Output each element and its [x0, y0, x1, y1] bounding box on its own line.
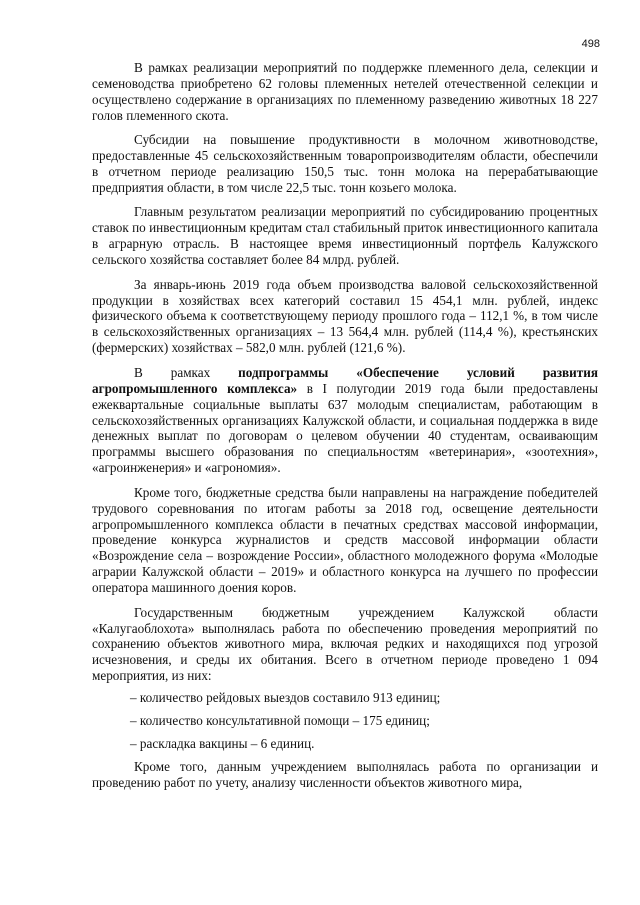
page-number: 498: [581, 38, 600, 50]
paragraph-production-volume: За январь-июнь 2019 года объем производства валовой сельскохозяйственной продукции в хозяйствах всех категорий составил 15 454,1 млн. рублей, индекс физического объема к соответствующему периоду прошлого года – 112,1 %, в том числе в сельскохозяйственных организациях – 13 564,4 млн. рублей (114,4 %), крестьянских (фермерских) хозяйствах – 582,0 млн. рублей (121,6 %).: [92, 276, 598, 356]
paragraph-wildlife-accounting: Кроме того, данным учреждением выполнялась работа по организации и проведению работ по учету, анализу численности объектов животного мира,: [92, 758, 598, 790]
list-item: – количество консультативной помощи – 175 единиц;: [130, 713, 430, 729]
subprogram-text: в I полугодии 2019 года были предоставлены ежеквартальные социальные выплаты 637 молодым специалистам, работающим в сельскохозяйственных организациях Калужской области, и социальная поддержка в виде денежных выплат по договорам о целевом обучении 40 студентам, осваивающим программы высшего образования по специальностям «ветеринария», «зоотехния», «агроинженерия» и «агрономия».: [92, 380, 598, 476]
paragraph-investment: Главным результатом реализации мероприятий по субсидированию процентных ставок по инвестиционным кредитам стал стабильный приток инвестиционного капитала в аграрную отрасль. В настоящее время инвестиционный портфель Калужского сельского хозяйства составляет более 84 млрд. рублей.: [92, 204, 598, 268]
list-item: – количество рейдовых выездов составило 913 единиц;: [130, 690, 441, 706]
paragraph-wildlife-protection: Государственным бюджетным учреждением Калужской области «Калугаоблохота» выполнялась работа по обеспечению проведения мероприятий по сохранению объектов животного мира, включая редких и находящихся под угрозой исчезновения, и среды их обитания. Всего в отчетном периоде проведено 1 094 мероприятия, из них:: [92, 604, 598, 684]
document-body: [92, 60, 598, 799]
paragraph-subprogram: [92, 365, 598, 476]
subprogram-title: подпрограммы «Обеспечение условий развития агропромышленного комплекса»: [92, 364, 598, 396]
paragraph-breeding: В рамках реализации мероприятий по поддержке племенного дела, селекции и семеноводства приобретено 62 головы племенных нетелей отечественной селекции и осуществлено содержание в организациях по племенному разведению животных 18 227 голов племенного скота.: [92, 60, 598, 123]
paragraph-awards: Кроме того, бюджетные средства были направлены на награждение победителей трудового соревнования по итогам работы за 2018 год, освещение деятельности агропромышленного комплекса области в печатных средствах массовой информации, проведение конкурса журналистов и средств массовой информации области «Возрождение села – возрождение России», областного молодежного форума «Молодые аграрии Калужской области – 2019» и областного конкурса на лучшего по профессии оператора машинного доения коров.: [92, 484, 598, 596]
paragraph-dairy-subsidies: Субсидии на повышение продуктивности в молочном животноводстве, предоставленные 45 сельскохозяйственным товаропроизводителям области, обеспечили в отчетном периоде реализацию 150,5 тыс. тонн молока на перерабатывающие предприятия области, в том числе 22,5 тыс. тонн козьего молока.: [92, 132, 598, 195]
subprogram-intro: В рамках: [134, 364, 239, 380]
list-item: – раскладка вакцины – 6 единиц.: [130, 736, 315, 751]
